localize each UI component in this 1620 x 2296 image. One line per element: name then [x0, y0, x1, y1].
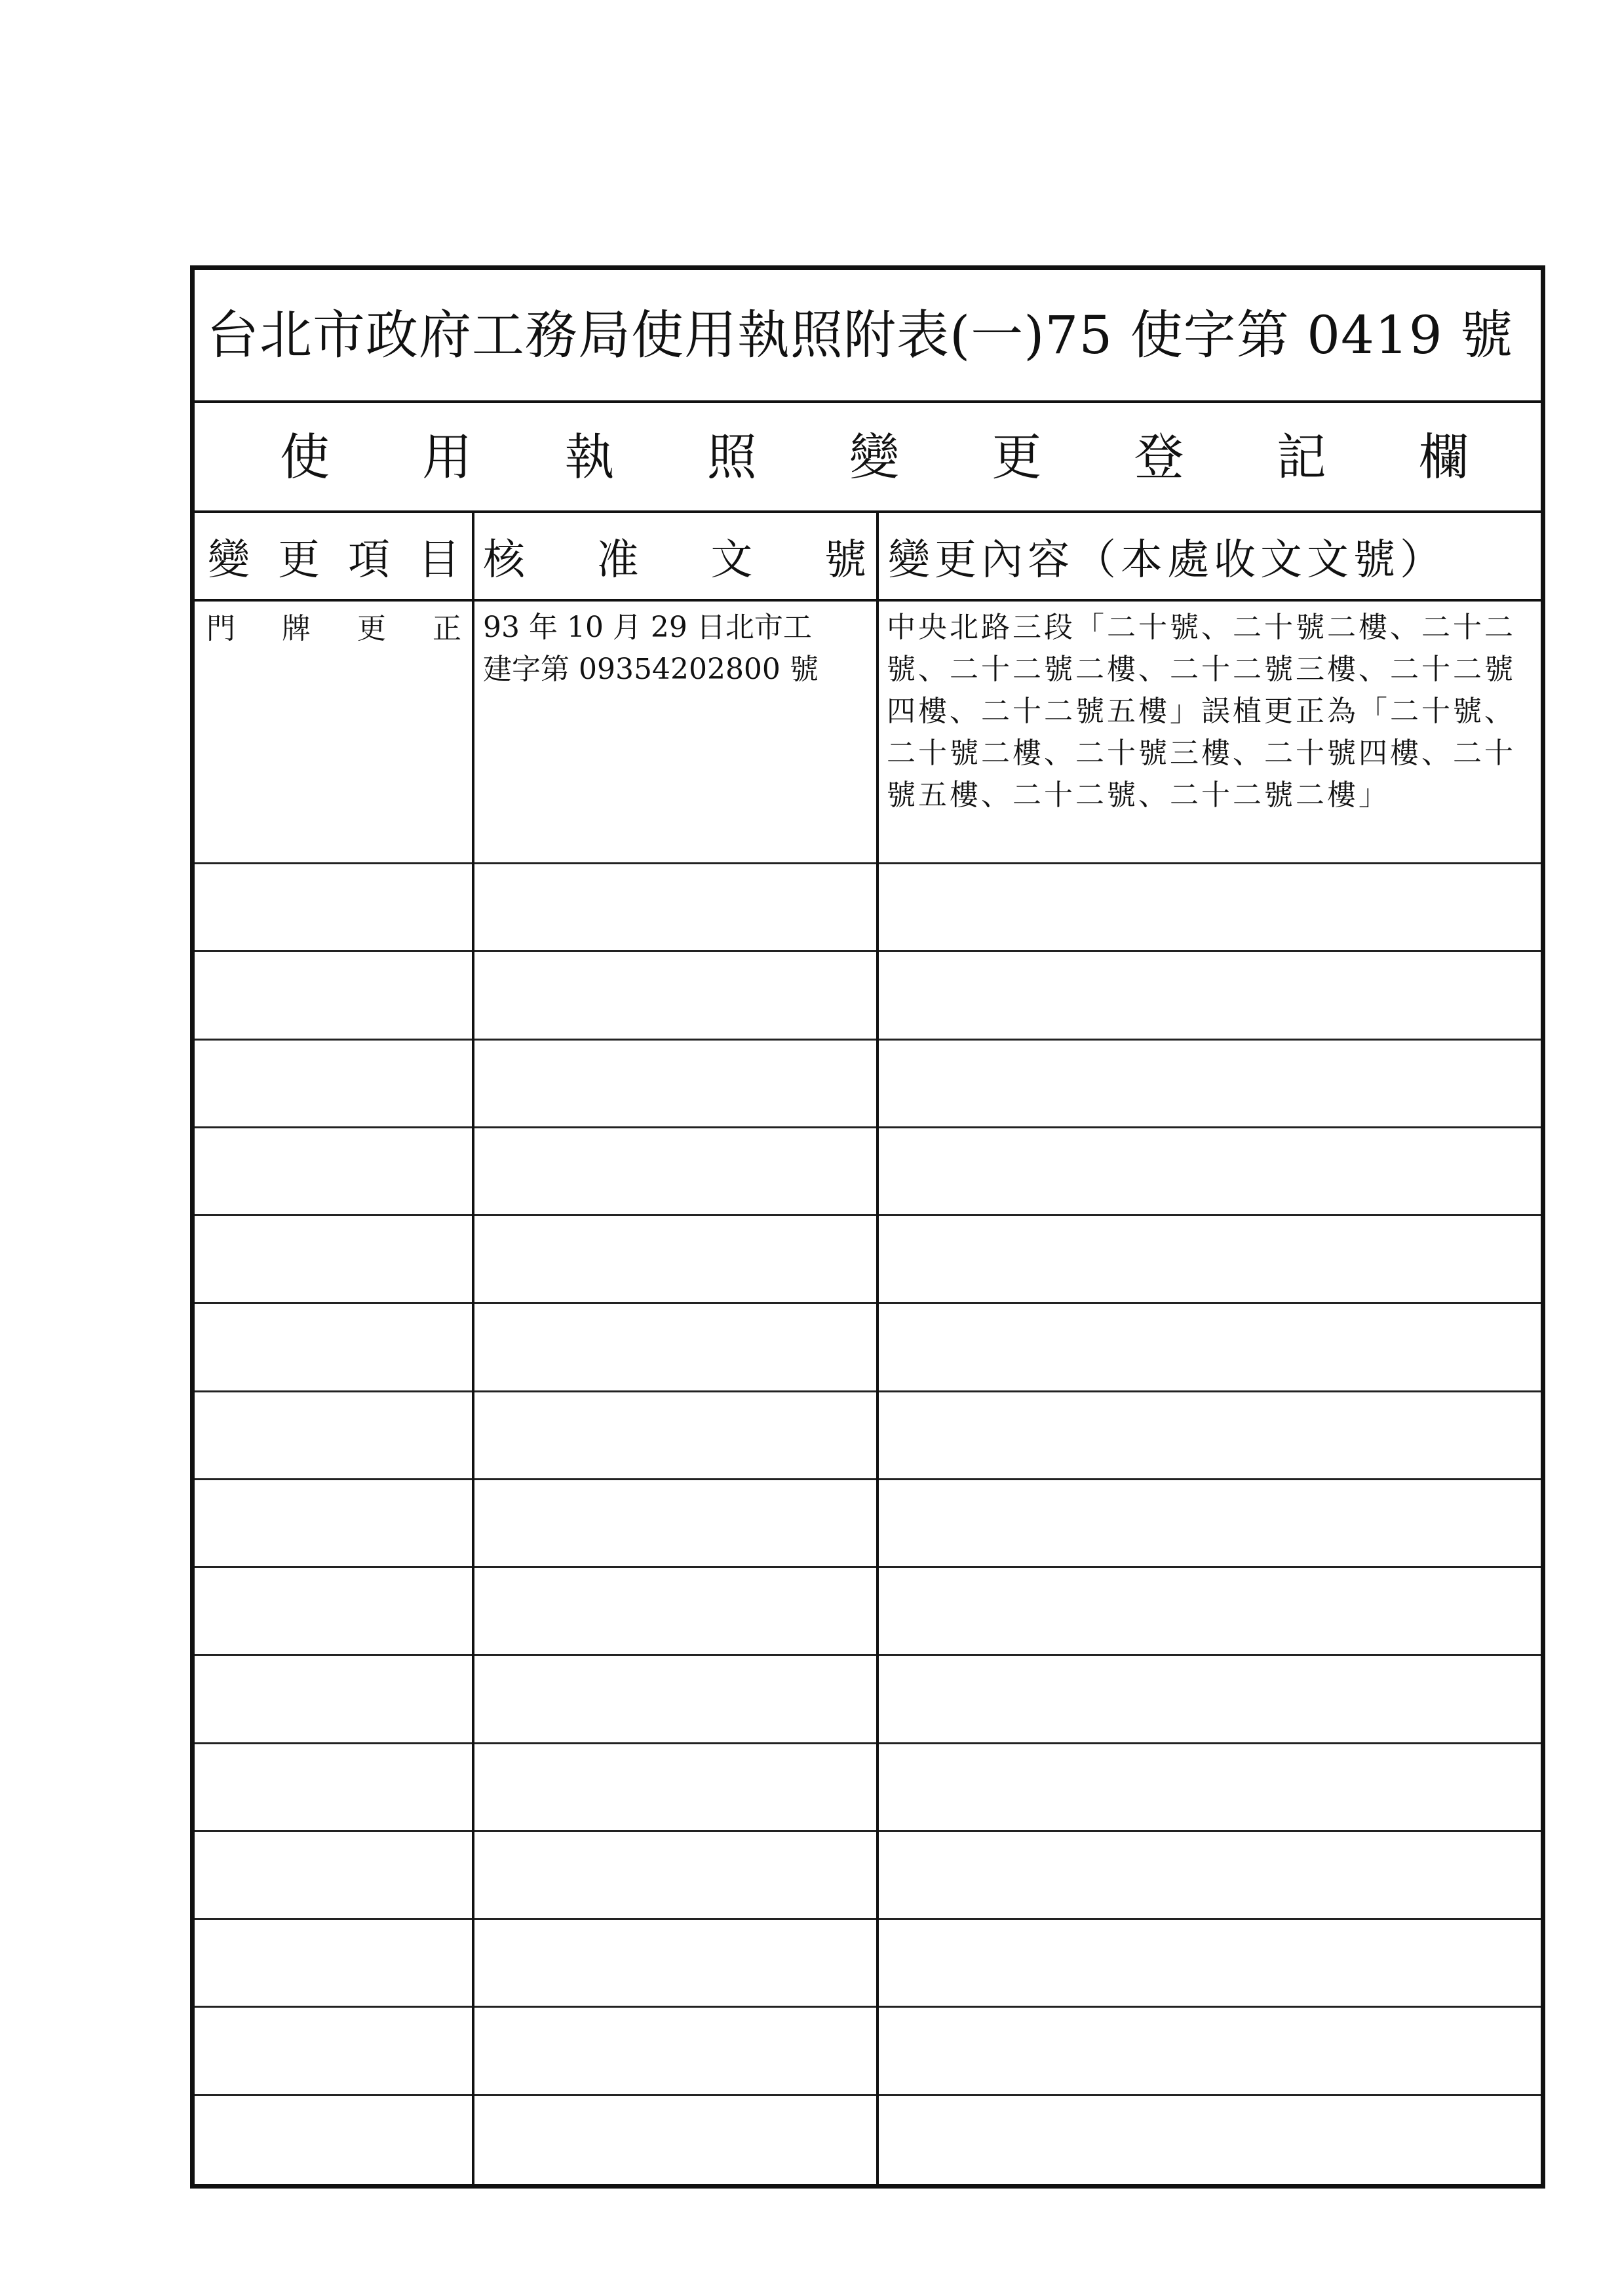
header-char: 文 — [710, 536, 753, 584]
header-char: 准 — [596, 536, 639, 584]
table-row — [195, 602, 1541, 864]
header-char: 目 — [418, 536, 460, 584]
heading-char: 變 — [849, 428, 899, 486]
table-row — [195, 952, 1541, 1040]
approval-number-cell — [483, 607, 870, 691]
item-char: 正 — [433, 612, 462, 645]
item-char: 門 — [206, 612, 236, 645]
table-row — [195, 1920, 1541, 2008]
heading-char: 照 — [706, 428, 757, 486]
heading-char: 用 — [422, 428, 473, 486]
table-row — [195, 1480, 1541, 1568]
header-char: 更 — [278, 536, 320, 584]
heading-char: 記 — [1276, 428, 1326, 486]
change-item-cell — [206, 608, 462, 650]
header-char: 號 — [824, 536, 866, 584]
header-char: 項 — [348, 536, 390, 584]
table-row — [195, 1568, 1541, 1656]
heading-char: 更 — [992, 428, 1042, 486]
heading-char: 欄 — [1419, 428, 1469, 486]
title-row — [195, 270, 1541, 403]
header-char: 核 — [483, 536, 525, 584]
change-content-cell: 中央北路三段「二十號、二十號二樓、二十二號、二十二號二樓、二十二號三樓、二十二號四樓、二十二號五樓」誤植更正為「二十號、二十號二樓、二十號三樓、二十號四樓、二十號五樓、二十二號、二十二號二樓」 — [887, 611, 1516, 812]
usage-license-form — [190, 265, 1545, 2189]
header-char: 變 — [208, 536, 250, 584]
approval-line: 建字第 09354202800 號 — [483, 653, 819, 686]
column-header-approval — [483, 534, 866, 586]
table-row — [195, 1744, 1541, 1832]
heading-char: 執 — [564, 428, 615, 486]
document-title: 台北市政府工務局使用執照附表(一)75 使字第 0419 號 — [206, 305, 1514, 366]
table-row — [195, 1128, 1541, 1216]
item-char: 更 — [357, 612, 387, 645]
table-row — [195, 2008, 1541, 2095]
change-register-heading — [280, 428, 1469, 487]
column-header-item — [208, 534, 460, 586]
heading-row — [195, 403, 1541, 513]
table-row — [195, 864, 1541, 952]
item-char: 牌 — [282, 612, 311, 645]
table-row — [195, 1392, 1541, 1480]
table-row — [195, 1216, 1541, 1304]
column-divider — [472, 513, 474, 2184]
table-row — [195, 2096, 1541, 2184]
table-row — [195, 1041, 1541, 1128]
column-divider — [876, 513, 879, 2184]
table-row — [195, 1832, 1541, 1920]
heading-char: 使 — [280, 428, 330, 486]
table-row — [195, 1656, 1541, 1744]
table-row — [195, 1304, 1541, 1392]
approval-line: 93 年 10 月 29 日北市工 — [483, 611, 812, 644]
column-header-row — [195, 513, 1541, 602]
heading-char: 登 — [1134, 428, 1184, 486]
column-header-content: 變更內容（本處收文文號） — [888, 536, 1446, 584]
